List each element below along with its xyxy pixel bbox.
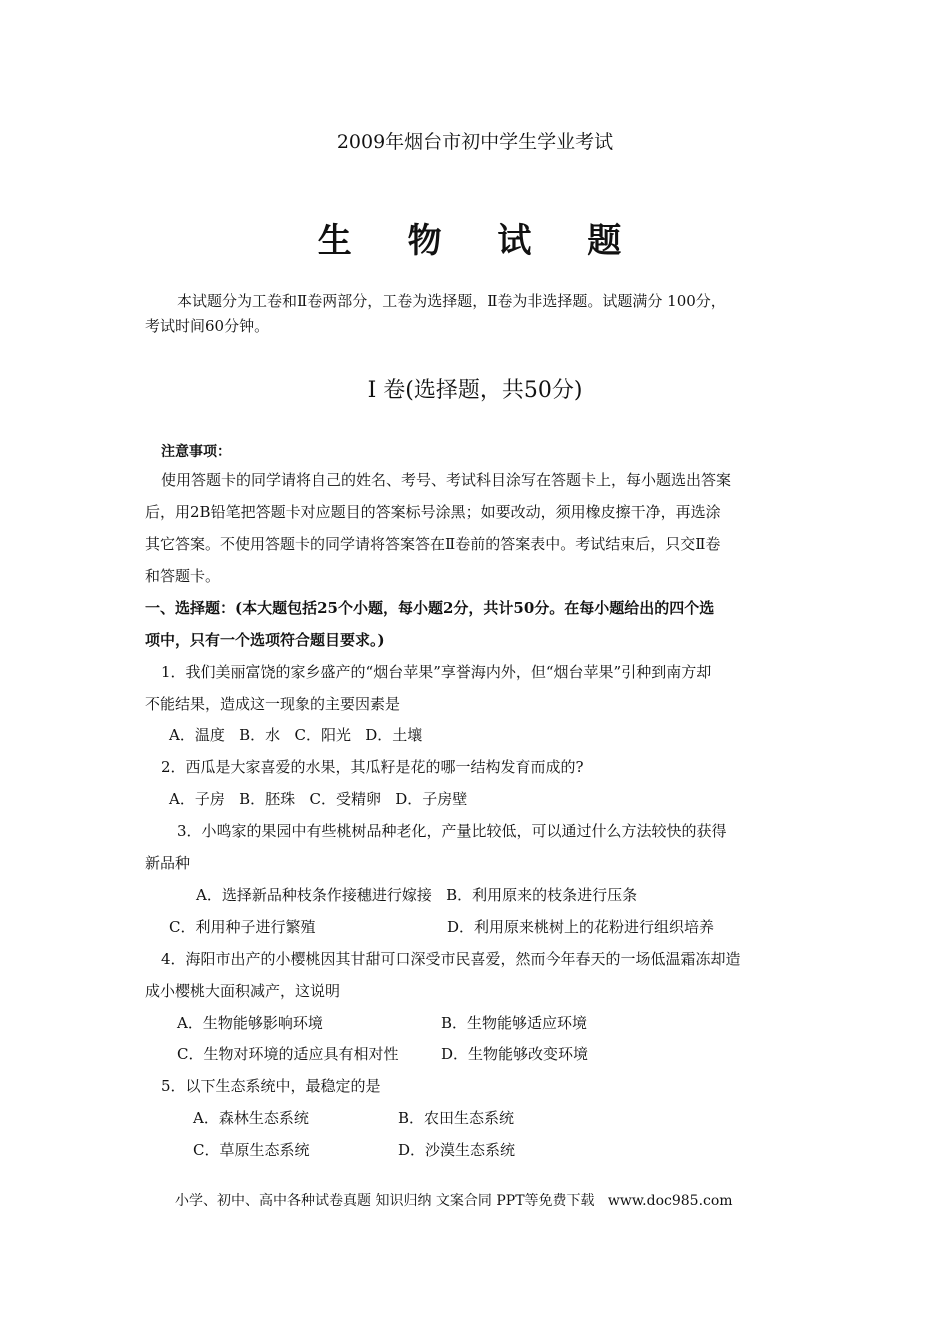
question-4-option-a: A．生物能够影响环境: [177, 1014, 323, 1032]
question-4-option-b: B．生物能够适应环境: [441, 1014, 588, 1032]
notice-line-2: 后，用2B铅笔把答题卡对应题目的答案标号涂黑；如要改动，须用橡皮擦干净，再选涂: [145, 503, 721, 521]
notice-line-1: 使用答题卡的同学请将自己的姓名、考号、考试科目涂写在答题卡上，每小题选出答案: [161, 471, 732, 489]
question-4-line-2: 成小樱桃大面积减产，这说明: [145, 982, 341, 1000]
question-3-line-2: 新品种: [145, 854, 191, 872]
question-5-option-d: D．沙漠生态系统: [398, 1141, 516, 1159]
question-4-option-c: C．生物对环境的适应具有相对性: [177, 1045, 399, 1063]
question-3-option-c: C．利用种子进行繁殖: [169, 918, 316, 936]
question-3-option-d: D．利用原来桃树上的花粉进行组织培养: [447, 918, 715, 936]
intro-line-1: 本试题分为工卷和Ⅱ卷两部分，工卷为选择题，Ⅱ卷为非选择题。试题满分 100分，: [177, 292, 726, 310]
part1-line-2: 项中，只有一个选项符合题目要求。): [145, 631, 385, 649]
question-3-line-1: 3．小鸣家的果园中有些桃树品种老化，产量比较低，可以通过什么方法较快的获得: [177, 822, 727, 840]
question-3-options-ab: A．选择新品种枝条作接穗进行嫁接 B．利用原来的枝条进行压条: [196, 886, 638, 904]
exam-title: 生 物 试 题: [317, 221, 644, 261]
footer-download-link[interactable]: 小学、初中、高中各种试卷真题 知识归纳 文案合同 PPT等免费下载 www.doc985.com: [175, 1193, 733, 1209]
question-5-line-1: 5．以下生态系统中，最稳定的是: [161, 1077, 381, 1095]
question-2-options: A．子房 B．胚珠 C．受精卵 D．子房壁: [169, 790, 468, 808]
question-1-line-1: 1．我们美丽富饶的家乡盛产的“烟台苹果”享誉海内外，但“烟台苹果”引种到南方却: [161, 663, 712, 681]
question-1-line-2: 不能结果，造成这一现象的主要因素是: [145, 695, 401, 713]
notice-line-4: 和答题卡。: [145, 567, 221, 585]
intro-line-2: 考试时间60分钟。: [145, 317, 270, 335]
question-4-line-1: 4．海阳市出产的小樱桃因其甘甜可口深受市民喜爱，然而今年春天的一场低温霜冻却造: [161, 950, 741, 968]
question-2-line-1: 2．西瓜是大家喜爱的水果，其瓜籽是花的哪一结构发育而成的?: [161, 758, 584, 776]
exam-subtitle: 2009年烟台市初中学生学业考试: [336, 131, 614, 153]
question-1-options: A．温度 B．水 C．阳光 D．土壤: [169, 726, 423, 744]
question-5-option-b: B．农田生态系统: [398, 1109, 515, 1127]
question-5-option-c: C．草原生态系统: [193, 1141, 310, 1159]
notice-line-3: 其它答案。不使用答题卡的同学请将答案答在Ⅱ卷前的答案表中。考试结束后，只交Ⅱ卷: [145, 535, 721, 553]
question-5-option-a: A．森林生态系统: [193, 1109, 309, 1127]
section-heading: Ⅰ 卷(选择题，共50分): [367, 378, 583, 403]
notice-label: 注意事项：: [161, 444, 231, 460]
part1-line-1: 一、选择题：(本大题包括25个小题，每小题2分，共计50分。在每小题给出的四个选: [145, 599, 715, 617]
question-4-option-d: D．生物能够改变环境: [441, 1045, 589, 1063]
